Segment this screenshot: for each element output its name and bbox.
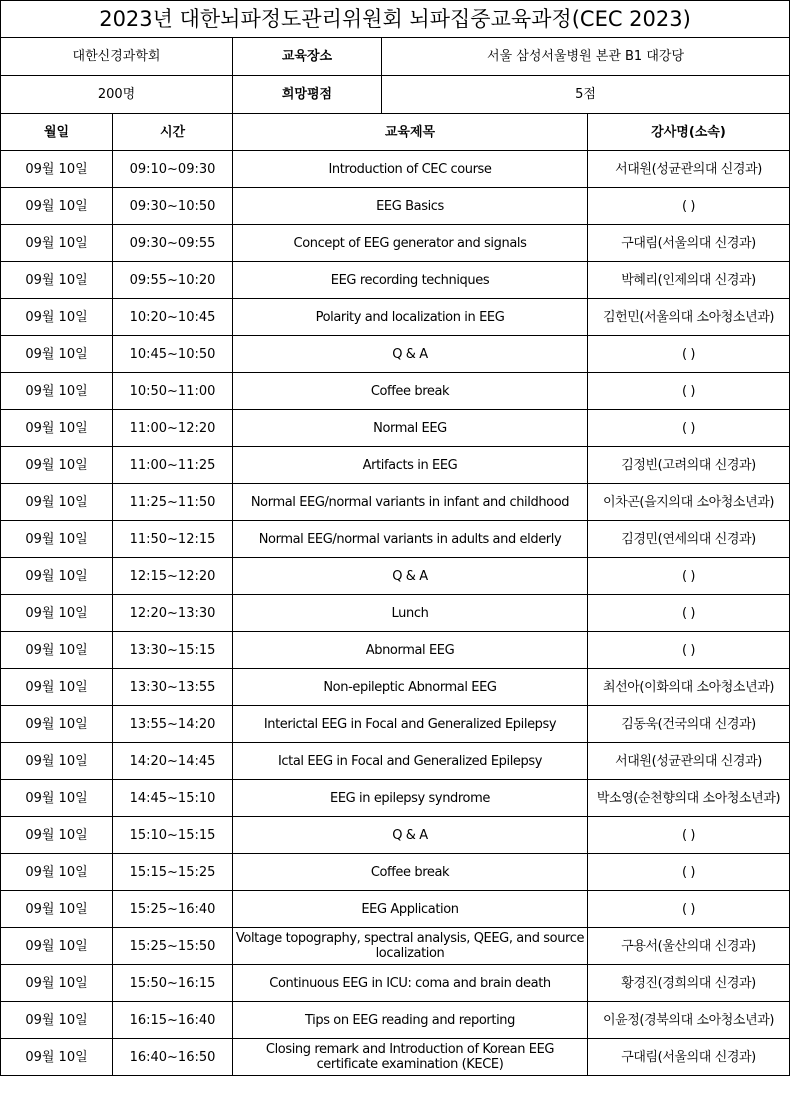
row-time: 09:30~09:55	[113, 225, 233, 262]
row-date: 09월 10일	[1, 151, 113, 188]
row-date: 09월 10일	[1, 336, 113, 373]
row-speaker: 박소영(순천향의대 소아청소년과)	[588, 780, 790, 817]
row-date: 09월 10일	[1, 632, 113, 669]
page-title: 2023년 대한뇌파정도관리위원회 뇌파집중교육과정(CEC 2023)	[1, 1, 790, 38]
row-date: 09월 10일	[1, 225, 113, 262]
row-subject: Continuous EEG in ICU: coma and brain death	[233, 965, 588, 1002]
table-row	[1, 780, 790, 817]
table-row	[1, 595, 790, 632]
row-speaker: 구용서(울산의대 신경과)	[588, 928, 790, 965]
row-speaker: 최선아(이화의대 소아청소년과)	[588, 669, 790, 706]
row-subject: EEG recording techniques	[233, 262, 588, 299]
row-speaker: 김헌민(서울의대 소아청소년과)	[588, 299, 790, 336]
table-row	[1, 336, 790, 373]
row-speaker: 황경진(경희의대 신경과)	[588, 965, 790, 1002]
row-time: 09:30~10:50	[113, 188, 233, 225]
row-subject: Closing remark and Introduction of Korean EEG certificate examination (KECE)	[233, 1039, 588, 1076]
row-time: 14:20~14:45	[113, 743, 233, 780]
row-speaker: ( )	[588, 336, 790, 373]
row-date: 09월 10일	[1, 484, 113, 521]
header-subject: 교육제목	[233, 114, 588, 151]
row-speaker: ( )	[588, 595, 790, 632]
row-speaker: 김동욱(건국의대 신경과)	[588, 706, 790, 743]
row-subject: Normal EEG/normal variants in infant and childhood	[233, 484, 588, 521]
row-subject: EEG in epilepsy syndrome	[233, 780, 588, 817]
row-time: 13:30~15:15	[113, 632, 233, 669]
row-time: 16:15~16:40	[113, 1002, 233, 1039]
row-date: 09월 10일	[1, 262, 113, 299]
row-time: 10:45~10:50	[113, 336, 233, 373]
table-row	[1, 965, 790, 1002]
row-date: 09월 10일	[1, 669, 113, 706]
row-date: 09월 10일	[1, 521, 113, 558]
table-row	[1, 225, 790, 262]
row-date: 09월 10일	[1, 965, 113, 1002]
row-date: 09월 10일	[1, 1002, 113, 1039]
row-subject: Q & A	[233, 817, 588, 854]
score-label: 희망평점	[233, 76, 382, 114]
organizer: 대한신경과학회	[1, 38, 233, 76]
row-speaker: ( )	[588, 891, 790, 928]
row-subject: Q & A	[233, 336, 588, 373]
row-date: 09월 10일	[1, 706, 113, 743]
row-speaker: 김경민(연세의대 신경과)	[588, 521, 790, 558]
row-speaker: ( )	[588, 188, 790, 225]
row-time: 10:50~11:00	[113, 373, 233, 410]
row-time: 12:15~12:20	[113, 558, 233, 595]
row-time: 15:10~15:15	[113, 817, 233, 854]
row-time: 13:55~14:20	[113, 706, 233, 743]
table-row	[1, 891, 790, 928]
row-date: 09월 10일	[1, 1039, 113, 1076]
table-row	[1, 706, 790, 743]
row-time: 11:50~12:15	[113, 521, 233, 558]
row-date: 09월 10일	[1, 299, 113, 336]
capacity: 200명	[1, 76, 233, 114]
row-subject: Q & A	[233, 558, 588, 595]
row-date: 09월 10일	[1, 854, 113, 891]
table-row	[1, 262, 790, 299]
row-date: 09월 10일	[1, 817, 113, 854]
row-date: 09월 10일	[1, 410, 113, 447]
row-subject: EEG Application	[233, 891, 588, 928]
row-time: 09:10~09:30	[113, 151, 233, 188]
row-subject: Voltage topography, spectral analysis, QEEG, and source localization	[233, 928, 588, 965]
row-subject: Artifacts in EEG	[233, 447, 588, 484]
row-date: 09월 10일	[1, 447, 113, 484]
row-speaker: 김정빈(고려의대 신경과)	[588, 447, 790, 484]
row-time: 13:30~13:55	[113, 669, 233, 706]
table-row	[1, 1002, 790, 1039]
header-date: 월일	[1, 114, 113, 151]
row-time: 10:20~10:45	[113, 299, 233, 336]
table-row	[1, 632, 790, 669]
table-row	[1, 928, 790, 965]
row-time: 11:25~11:50	[113, 484, 233, 521]
row-speaker: ( )	[588, 854, 790, 891]
row-time: 15:25~15:50	[113, 928, 233, 965]
table-row	[1, 373, 790, 410]
row-time: 14:45~15:10	[113, 780, 233, 817]
row-subject: Abnormal EEG	[233, 632, 588, 669]
table-row	[1, 151, 790, 188]
row-speaker: 서대원(성균관의대 신경과)	[588, 743, 790, 780]
row-date: 09월 10일	[1, 595, 113, 632]
row-date: 09월 10일	[1, 891, 113, 928]
table-row	[1, 743, 790, 780]
row-date: 09월 10일	[1, 780, 113, 817]
row-subject: Normal EEG/normal variants in adults and elderly	[233, 521, 588, 558]
row-subject: Ictal EEG in Focal and Generalized Epilepsy	[233, 743, 588, 780]
row-speaker: ( )	[588, 558, 790, 595]
row-date: 09월 10일	[1, 373, 113, 410]
row-subject: Concept of EEG generator and signals	[233, 225, 588, 262]
row-subject: Polarity and localization in EEG	[233, 299, 588, 336]
table-row	[1, 484, 790, 521]
table-row	[1, 558, 790, 595]
table-row	[1, 817, 790, 854]
row-date: 09월 10일	[1, 558, 113, 595]
row-subject: Coffee break	[233, 373, 588, 410]
row-subject: EEG Basics	[233, 188, 588, 225]
table-row	[1, 521, 790, 558]
row-speaker: 박혜리(인제의대 신경과)	[588, 262, 790, 299]
venue-label: 교육장소	[233, 38, 382, 76]
row-speaker: 구대림(서울의대 신경과)	[588, 225, 790, 262]
row-speaker: ( )	[588, 632, 790, 669]
table-row	[1, 299, 790, 336]
row-time: 15:15~15:25	[113, 854, 233, 891]
row-subject: Coffee break	[233, 854, 588, 891]
row-speaker: 구대림(서울의대 신경과)	[588, 1039, 790, 1076]
row-speaker: 이윤정(경북의대 소아청소년과)	[588, 1002, 790, 1039]
row-date: 09월 10일	[1, 928, 113, 965]
table-row	[1, 188, 790, 225]
row-speaker: 이차곤(을지의대 소아청소년과)	[588, 484, 790, 521]
row-time: 11:00~12:20	[113, 410, 233, 447]
row-speaker: 서대원(성균관의대 신경과)	[588, 151, 790, 188]
table-row	[1, 447, 790, 484]
row-subject: Normal EEG	[233, 410, 588, 447]
row-subject: Introduction of CEC course	[233, 151, 588, 188]
row-speaker: ( )	[588, 373, 790, 410]
row-time: 09:55~10:20	[113, 262, 233, 299]
table-row	[1, 854, 790, 891]
row-speaker: ( )	[588, 817, 790, 854]
header-speaker: 강사명(소속)	[588, 114, 790, 151]
row-date: 09월 10일	[1, 188, 113, 225]
score: 5점	[382, 76, 790, 114]
row-time: 12:20~13:30	[113, 595, 233, 632]
row-date: 09월 10일	[1, 743, 113, 780]
row-subject: Lunch	[233, 595, 588, 632]
header-time: 시간	[113, 114, 233, 151]
row-subject: Interictal EEG in Focal and Generalized Epilepsy	[233, 706, 588, 743]
row-time: 15:25~16:40	[113, 891, 233, 928]
row-speaker: ( )	[588, 410, 790, 447]
row-time: 16:40~16:50	[113, 1039, 233, 1076]
row-subject: Non-epileptic Abnormal EEG	[233, 669, 588, 706]
row-time: 11:00~11:25	[113, 447, 233, 484]
row-subject: Tips on EEG reading and reporting	[233, 1002, 588, 1039]
table-row	[1, 669, 790, 706]
row-time: 15:50~16:15	[113, 965, 233, 1002]
table-row	[1, 1039, 790, 1076]
table-row	[1, 410, 790, 447]
venue: 서울 삼성서울병원 본관 B1 대강당	[382, 38, 790, 76]
